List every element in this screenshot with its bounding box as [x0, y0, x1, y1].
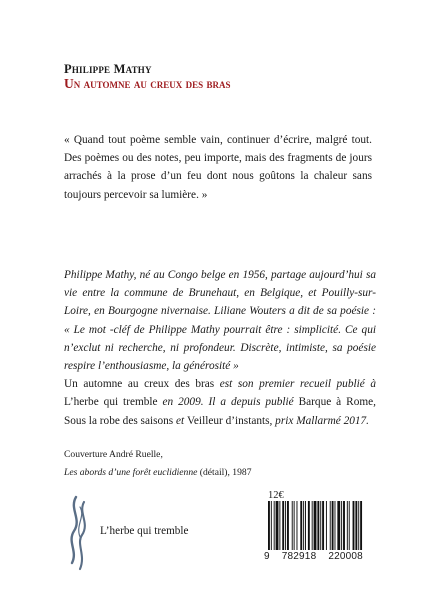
bio-text: en 2009. Il a depuis publié — [157, 396, 299, 409]
cover-credit: Couverture André Ruelle, — [64, 449, 163, 460]
bio-text: , — [373, 396, 376, 409]
bio-text: et — [173, 414, 188, 427]
isbn-lead: 9 — [264, 551, 270, 562]
bio-book-title: Un automne au creux des bras — [64, 378, 215, 391]
artwork-title: Les abords d’une forêt euclidienne — [64, 467, 198, 478]
book-title: Un automne au creux des bras — [64, 76, 231, 91]
bio-book-title: Barque à Rome — [298, 396, 374, 409]
bio-book-title: Veilleur d’instants — [187, 414, 270, 427]
isbn-digits — [264, 551, 374, 562]
cover-artwork — [64, 467, 252, 478]
isbn-barcode — [264, 501, 374, 550]
artwork-detail: (détail), 1987 — [197, 467, 252, 478]
publisher-name: L’herbe qui tremble — [100, 525, 189, 537]
price-label: 12€ — [268, 490, 284, 501]
epigraph-quote: « Quand tout poème semble vain, continuer d’écrire, malgré tout. Des poèmes ou des notes, peu importe, mais des fragments de jours arrachés à la prose d’un feu dont nous goûtons la chaleur sans toujours percevoir sa lumière. » — [64, 134, 372, 201]
bio-book-title: Sous la robe des saisons — [64, 414, 174, 427]
bio-text: est son premier recueil publié à — [214, 378, 376, 391]
author-name: Philippe Mathy — [64, 62, 152, 76]
bio-publisher: L’herbe qui tremble — [64, 396, 158, 409]
isbn-group-1: 782918 — [281, 551, 317, 562]
isbn-group-2: 220008 — [328, 551, 363, 562]
bio-text: , prix Mallarmé 2017. — [269, 414, 369, 427]
author-biography — [64, 266, 376, 430]
bio-paragraph: Philippe Mathy, né au Congo belge en 1956, partage aujourd’hui sa vie entre la commune de Brunehaut, en Belgique, et Pouilly-sur-Loire, en Bourgogne nivernaise. Liliane Wouters a dit de sa poésie : « Le mot -cléf de Philippe Mathy pourrait être : simplicité. Ce qui n’exclut ni recherche, ni profondeur. Discrète, intimiste, sa poésie respire l’enthousiasme, la générosité » — [64, 269, 376, 373]
